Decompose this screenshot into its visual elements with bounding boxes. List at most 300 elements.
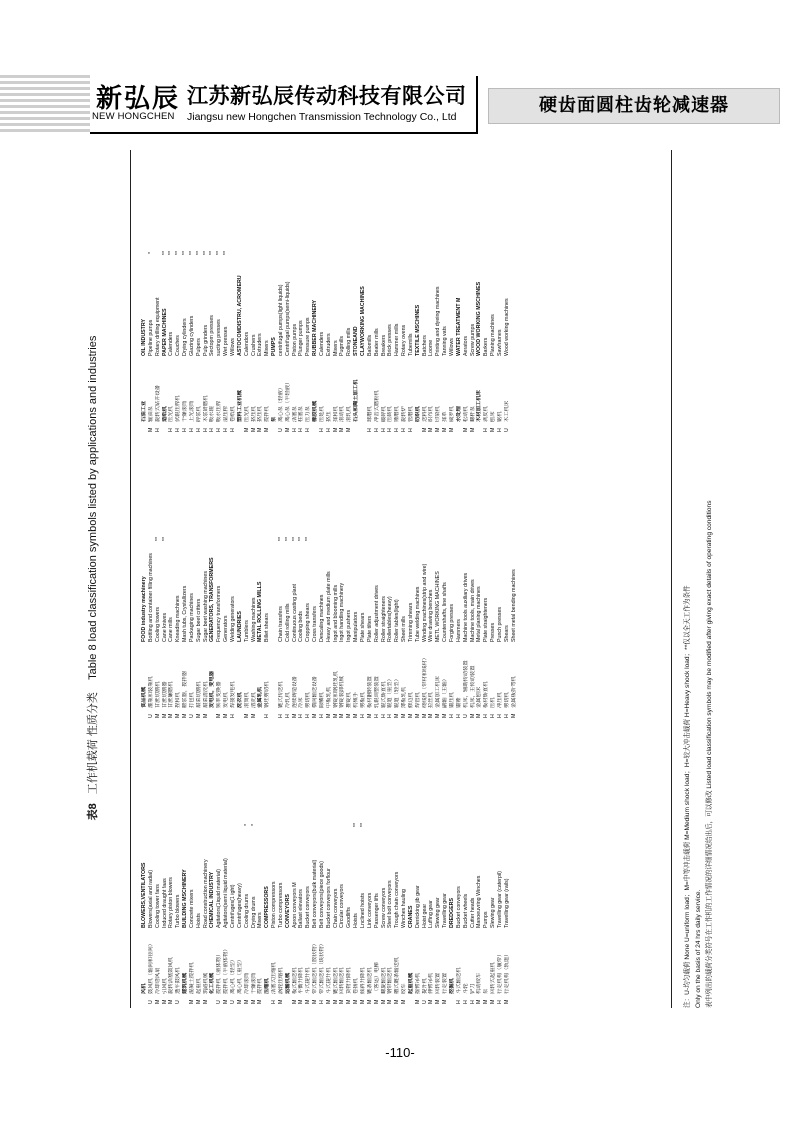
load-class-code: M <box>147 427 154 432</box>
application-en: FOOD industry machinery <box>141 576 147 642</box>
application-cn: 揉和机 <box>332 406 339 422</box>
application-en: Travelling gear (caterpil) <box>496 871 503 928</box>
application-en: Sheet mills <box>401 616 408 642</box>
application-cn: 卷纸机 <box>229 406 236 422</box>
application-en: Link conveyors <box>366 892 373 928</box>
application-en: Loome <box>428 339 435 356</box>
load-class-code: M <box>394 713 401 718</box>
application-cn: 干燥滚筒 <box>250 972 257 994</box>
load-class-code: M <box>353 999 360 1004</box>
application-cn: 拉丝机 <box>428 692 435 708</box>
application-en: CONVEYORS <box>284 894 291 928</box>
load-class-code: M <box>380 999 387 1004</box>
application-cn: 离心泵（半轻液） <box>284 379 291 422</box>
application-en: Agitators(semi liquid material) <box>223 858 230 928</box>
application-cn: 斗轮 <box>462 983 469 994</box>
application-cn: 链式输送机 <box>332 967 339 994</box>
application-en: Manoeuvring Winches <box>476 875 483 928</box>
application-cn: 石油工业 <box>141 400 147 422</box>
application-cn: 回转输送机 <box>339 967 346 994</box>
load-class-code: M <box>339 427 346 432</box>
load-class-code: H <box>318 714 325 718</box>
application-cn: 倾斜升降机 <box>360 967 366 994</box>
application-en: Hammers <box>455 619 462 642</box>
application-cn: 回转装置 <box>435 972 442 994</box>
application-en: Centrifuges(heavy) <box>236 883 243 928</box>
application-cn: 透平鼓风机 <box>175 967 182 994</box>
service-note: ** <box>216 250 223 256</box>
load-class-code: M <box>442 427 449 432</box>
application-en: Wire drawing benches <box>428 589 435 642</box>
application-en: Turbo compressors <box>277 882 284 928</box>
application-cn: 冲击式磨粉机 <box>373 390 380 422</box>
application-en: Tube welding machines <box>414 586 421 642</box>
load-class-code: M <box>202 999 209 1004</box>
load-class-code: H <box>154 428 161 432</box>
application-en: Rotary ovens <box>401 324 408 356</box>
application-en: Calenders <box>318 331 325 356</box>
application-cn: 甘蔗碾磨机 <box>168 681 175 708</box>
load-class-code: H <box>360 714 366 718</box>
application-en: Steel bolt conveyors <box>387 880 394 928</box>
application-cn: 捏和机 <box>175 692 182 708</box>
application-en: Drying drums <box>250 896 257 928</box>
application-en: Bucket wheels <box>462 893 469 928</box>
application-en: Frequency transformers <box>216 585 223 642</box>
application-cn: 木工机床 <box>503 400 510 422</box>
load-class-code: M <box>339 999 346 1004</box>
load-class-code: M <box>421 713 428 718</box>
application-cn: 清洗机 <box>250 692 257 708</box>
application-cn: 行走机构（履带） <box>496 951 503 994</box>
load-class-code: H <box>305 714 312 718</box>
load-class-code: H <box>223 428 230 432</box>
application-cn: 板材翻转装置 <box>366 676 373 708</box>
application-cn: 挖掘机 <box>448 978 455 994</box>
application-cn: 泵 <box>271 416 278 422</box>
load-class-code: M <box>353 713 360 718</box>
load-class-code: M <box>175 713 182 718</box>
application-cn: 行走机构（轨道） <box>503 951 510 994</box>
application-cn: 活塞式压缩机 <box>271 962 278 994</box>
load-class-code: M <box>216 713 223 718</box>
load-class-code: M <box>476 999 483 1004</box>
application-cn: 糖浆器，搅拌器 <box>182 670 189 708</box>
application-en: Cane mills <box>168 617 175 642</box>
application-cn: 焊管机 <box>414 692 421 708</box>
load-class-code: H <box>373 428 380 432</box>
application-cn: 挤压机 <box>250 406 257 422</box>
application-cn: 造纸机 <box>161 406 168 422</box>
application-cn: 起重机械 <box>407 972 414 994</box>
application-en: DREDGERS <box>448 897 455 928</box>
application-en: WOOD WORKING MSCHINES <box>476 281 483 356</box>
application-en: ASTOCOMDISTRU, ACROMERU <box>236 275 243 356</box>
load-class-code: M <box>407 713 414 718</box>
service-note: ** <box>353 822 360 828</box>
load-class-code: M <box>346 999 353 1004</box>
load-class-code: U <box>421 1000 428 1004</box>
table-title-cn: 工作机载荷 性质分类 <box>87 692 99 795</box>
load-class-code: U <box>147 1000 154 1004</box>
application-cn: 剪板机 <box>360 692 366 708</box>
application-en: Concrete mixers <box>188 889 195 928</box>
load-class-code: M <box>195 999 202 1004</box>
application-cn: 钢锭装卸机械 <box>339 676 346 708</box>
load-class-code: H <box>503 714 510 718</box>
load-class-code: M <box>469 427 476 432</box>
load-class-code: M <box>325 999 332 1004</box>
application-cn: 水处理 <box>455 406 462 422</box>
application-en: BUILDING MSCHINERY <box>182 869 189 928</box>
application-en: Mixers <box>257 912 264 928</box>
application-cn: 发电机，变电器 <box>209 670 216 708</box>
application-en: Pumps <box>483 911 490 928</box>
application-cn: 轧辊调整装置 <box>373 676 380 708</box>
load-class-code: M <box>414 713 421 718</box>
application-cn: 甘蔗切割器 <box>161 681 168 708</box>
application-en: LAUNDRIES <box>236 611 243 642</box>
application-cn: 卷扬机 <box>353 978 360 994</box>
application-cn: 机动绞车 <box>476 972 483 994</box>
application-cn: 建筑机械 <box>182 972 189 994</box>
load-class-code: H <box>188 428 195 432</box>
application-cn: （客运）电梯 <box>373 962 380 994</box>
application-en: Sugar beet critters <box>195 598 202 642</box>
application-cn: 风机 <box>141 983 147 994</box>
application-cn: 破碎机 <box>380 406 387 422</box>
application-en: Roller adjustment drives <box>373 585 380 642</box>
application-cn: 机床，主传动装置 <box>469 665 476 708</box>
application-en: Calenders <box>168 331 175 356</box>
application-cn: 提升机 <box>421 978 428 994</box>
service-note: ** <box>298 536 305 542</box>
application-en: Descaling machines <box>318 594 325 642</box>
application-cn: 剪切机 <box>305 692 312 708</box>
application-cn: 刨床 <box>490 411 497 422</box>
application-en: Hammer mills <box>394 323 401 356</box>
application-en: Rotary drilling equipment <box>154 297 161 356</box>
load-class-code: H <box>380 714 387 718</box>
load-class-code: M <box>421 427 428 432</box>
application-en: Plate shears <box>360 612 366 642</box>
load-class-code: U <box>277 428 284 432</box>
application-cn: 洗衣机 <box>236 692 243 708</box>
application-cn: 剥皮机 <box>483 406 490 422</box>
application-en: Rotary piston blowers <box>168 877 175 928</box>
load-class-code: U <box>188 714 195 718</box>
application-cn: 滚动机 <box>339 406 346 422</box>
application-en: Plunger pumps <box>298 320 305 356</box>
load-class-code: U <box>175 1000 182 1004</box>
application-en: CRANES <box>407 905 414 928</box>
application-en: OIL INDUSTRY <box>141 318 147 356</box>
application-en: Bucket conveyors forflour <box>325 868 332 928</box>
application-en: Slewing gear <box>490 897 497 928</box>
application-en: Countershafts, line shafts <box>442 582 449 642</box>
load-class-code: H <box>175 428 182 432</box>
application-cn: 压缩机 <box>264 978 271 994</box>
application-cn: 吸水辊 <box>209 406 216 422</box>
application-en: CHEMICAL INDUSTRY <box>209 871 216 928</box>
load-class-code: M <box>312 999 319 1004</box>
load-class-code: M <box>243 713 250 718</box>
application-cn: 冷却滚筒 <box>243 972 250 994</box>
application-cn: 伏辊压榨机 <box>175 395 182 422</box>
application-cn: 化工机械 <box>209 972 216 994</box>
application-cn: 塑料工业机械 <box>236 390 243 422</box>
load-class-code: M <box>503 999 510 1004</box>
load-class-code: H <box>380 428 387 432</box>
note-line: Only on the basis of 24 hrs daily service. <box>695 889 702 1008</box>
application-en: Apron conveyors M <box>291 882 298 928</box>
application-en: Circular conveyors <box>339 884 346 928</box>
application-cn: 压砖机 <box>387 406 394 422</box>
load-class-code: M <box>291 999 298 1004</box>
note-line: 注：U-均匀载荷 None U=uniform load；M=中等冲击载荷 M=Medium shock load；H=较大冲击载荷 H=Heavy shock load；**仅以全天工作为条件 <box>684 585 691 1008</box>
application-en: Road construction machinery <box>202 859 209 928</box>
load-class-code: M <box>223 999 230 1004</box>
application-cn: 钢带输送机 <box>387 967 394 994</box>
application-en: Calendors <box>243 331 250 356</box>
table-title <box>84 148 100 1008</box>
header-divider-vertical <box>476 76 478 134</box>
service-note: ** <box>305 536 312 542</box>
application-cn: 离心机（重型） <box>236 956 243 994</box>
application-en: Extruders <box>325 333 332 356</box>
load-class-code: M <box>277 999 284 1004</box>
load-class-code: H <box>469 1000 476 1004</box>
application-cn: 中板轧机 <box>325 686 332 708</box>
application-cn: 吸水压榨 <box>216 400 223 422</box>
application-en: TEXTILE MSCHINES <box>414 304 421 356</box>
application-cn: 旋转式钻井设备 <box>154 384 161 422</box>
load-class-code: M <box>346 427 353 432</box>
application-cn: 辊式矫直机 <box>380 681 387 708</box>
application-cn: 剪切机 <box>503 692 510 708</box>
application-en: Cutter heads <box>469 897 476 928</box>
service-note: ** <box>154 536 161 542</box>
load-class-code: M <box>448 427 455 432</box>
service-note: ** <box>161 250 168 256</box>
load-class-code: M <box>243 999 250 1004</box>
application-cn: 斗式输送机 <box>455 967 462 994</box>
service-note: ** <box>223 250 230 256</box>
application-cn: 橡胶机械 <box>312 400 319 422</box>
load-class-code: H <box>168 428 175 432</box>
load-class-code: H <box>496 428 503 432</box>
application-cn: 行走装置 <box>442 972 449 994</box>
load-class-code: M <box>360 999 366 1004</box>
load-class-code: M <box>428 713 435 718</box>
load-class-code: M <box>188 999 195 1004</box>
service-note: ** <box>277 536 284 542</box>
application-cn: 伸臂吊机 <box>428 972 435 994</box>
application-cn: 板式输送机 <box>291 967 298 994</box>
application-cn: 带式输送机（散状物） <box>312 941 319 994</box>
application-en: Trough chain conveyors <box>394 871 401 928</box>
table-frame <box>130 150 672 1008</box>
service-note: ** <box>291 536 298 542</box>
load-class-code: H <box>229 714 236 718</box>
application-en: Plate tilters <box>366 615 373 642</box>
load-class-code: M <box>332 713 339 718</box>
application-en: Willows <box>229 338 236 356</box>
load-class-code: H <box>216 428 223 432</box>
application-cn: 冷却塔风扇 <box>154 967 161 994</box>
application-en: Extruders <box>257 333 264 356</box>
application-en: Punch presses <box>496 606 503 642</box>
application-en: Couches <box>175 335 182 356</box>
application-cn: 薄板轧机 <box>401 686 408 708</box>
application-cn: 灌瓶和装瓶机 <box>147 676 154 708</box>
application-en: Pulpers <box>195 338 202 356</box>
application-cn: 木浆研磨机 <box>202 395 209 422</box>
application-en: Glazing cylinders <box>188 315 195 356</box>
application-cn: 揉革 <box>442 411 449 422</box>
load-class-code: M <box>510 713 517 718</box>
load-class-code: M <box>366 999 373 1004</box>
application-cn: 石头和陶土加工机 <box>353 379 360 422</box>
load-class-code: M <box>161 999 168 1004</box>
load-class-code: M <box>469 713 476 718</box>
application-en: Blowers(axial and radial) <box>147 870 154 928</box>
application-cn: 螺旋输送机 <box>380 967 387 994</box>
application-cn: 泵 <box>483 988 490 994</box>
load-class-code: M <box>250 713 257 718</box>
application-en: Machine tools, main drives <box>469 579 476 642</box>
load-class-code: M <box>401 713 408 718</box>
application-en: Mixers <box>332 340 339 356</box>
application-en: Bucket conveyors <box>305 886 312 928</box>
load-class-code: M <box>236 999 243 1004</box>
load-class-code: M <box>387 999 394 1004</box>
application-cn: 压机 <box>490 697 497 708</box>
table-notes <box>682 148 715 1008</box>
application-en: Agitators(1iquid material) <box>216 869 223 928</box>
application-en: Breakers <box>380 334 387 356</box>
service-note: * <box>250 823 257 827</box>
application-en: Continuous casting plant <box>291 583 298 642</box>
load-class-code: H <box>325 428 332 432</box>
application-cn: 金属加工机床 <box>435 676 442 708</box>
application-en: Luffing gear <box>428 900 435 928</box>
application-en: Printing and dyeing machines <box>435 286 442 356</box>
application-cn: 运输机械 <box>284 972 291 994</box>
application-en: Screw pumps <box>469 323 476 356</box>
application-en: Travelling gear <box>442 893 449 928</box>
application-cn: 输油泵 <box>147 406 154 422</box>
load-class-code: H <box>496 1000 503 1004</box>
application-en: BLOWERS,VENTILATORS <box>141 862 147 928</box>
load-class-code: H <box>209 428 216 432</box>
load-class-code: M <box>257 427 264 432</box>
application-cn: 挤压机 <box>257 406 264 422</box>
load-class-code: H <box>483 714 490 718</box>
load-class-code: M <box>182 713 189 718</box>
load-class-code: M <box>490 999 497 1004</box>
application-en: Lnclined hoists <box>360 892 366 928</box>
load-class-code: H <box>305 428 312 432</box>
load-class-code: H <box>277 714 284 718</box>
load-class-code: M <box>202 713 209 718</box>
application-cn: 机械手 <box>353 692 360 708</box>
load-class-code: H <box>271 1000 278 1004</box>
application-cn: 上光滚筒 <box>188 400 195 422</box>
load-class-code: H <box>182 428 189 432</box>
application-en: Washing machines <box>250 597 257 642</box>
application-cn: 滚轧机 <box>346 406 353 422</box>
load-class-code: M <box>366 713 373 718</box>
service-note: ** <box>182 250 189 256</box>
application-en: Chain conveyors <box>332 888 339 928</box>
service-note: ** <box>202 250 209 256</box>
application-cn: 碎浆机 <box>195 406 202 422</box>
load-class-code: U <box>503 428 510 432</box>
application-cn: 回转式起重机 <box>490 962 497 994</box>
application-en: CLAYWORKING MACHINES <box>360 286 366 356</box>
application-en: Cold rolling mills <box>284 603 291 642</box>
load-class-code: M <box>414 999 421 1004</box>
application-en: Barkers <box>483 337 490 356</box>
load-class-code: M <box>401 999 408 1004</box>
application-cn: 球磨机 <box>366 406 373 422</box>
application-en: Presses <box>490 622 497 642</box>
application-en: Roller straighteners <box>380 596 387 642</box>
application-en: GENERATORS, TRANSFORMERS <box>209 557 216 642</box>
application-cn: 搅拌机 <box>257 978 264 994</box>
application-en: Manipulators <box>353 611 360 642</box>
page-number: -110- <box>385 1045 415 1060</box>
logo-text-en: NEW HONGCHEN <box>92 111 175 122</box>
application-en: Travelling gear (rails) <box>503 878 510 928</box>
load-class-code: M <box>435 713 442 718</box>
application-en: Goodlifts <box>346 907 353 928</box>
application-cn: 冷床 <box>298 697 305 708</box>
header-divider-horizontal <box>90 132 476 134</box>
load-class-code: H <box>483 428 490 432</box>
application-en: Roller tables(light) <box>394 599 401 642</box>
logo-text-cn: 新弘辰 <box>96 84 181 114</box>
application-en: sucting presses <box>216 319 223 356</box>
application-cn: 威罗机 <box>448 406 455 422</box>
application-en: Screw conveyors <box>380 887 387 928</box>
application-cn: 连续铸造设备 <box>291 676 298 708</box>
load-class-code: H <box>298 714 305 718</box>
load-class-code: M <box>325 713 332 718</box>
application-en: PUMPS <box>271 337 278 356</box>
load-class-code: M <box>332 427 339 432</box>
load-class-code: M <box>298 999 305 1004</box>
load-class-code: H <box>318 428 325 432</box>
application-en: Induced draught faas <box>161 878 168 928</box>
application-cn: 离心泵（轻液） <box>277 384 284 422</box>
application-cn: 冲压机 <box>496 692 503 708</box>
service-note: ** <box>161 536 168 542</box>
application-en: Plate straighteners <box>483 597 490 642</box>
application-cn: 甜菜切割机 <box>195 681 202 708</box>
load-class-code: M <box>250 427 257 432</box>
application-cn: 锤磨机 <box>394 406 401 422</box>
application-en: Ingot handling machinery <box>339 582 346 642</box>
application-cn: 链条输送机 <box>366 967 373 994</box>
application-cn: 筑路机械 <box>202 972 209 994</box>
load-class-code: M <box>373 999 380 1004</box>
product-title: 硬齿面圆柱齿轮减速器 <box>488 88 780 124</box>
load-class-code: H <box>496 714 503 718</box>
service-note: * <box>147 251 154 255</box>
application-en: Forging presses <box>448 604 455 642</box>
